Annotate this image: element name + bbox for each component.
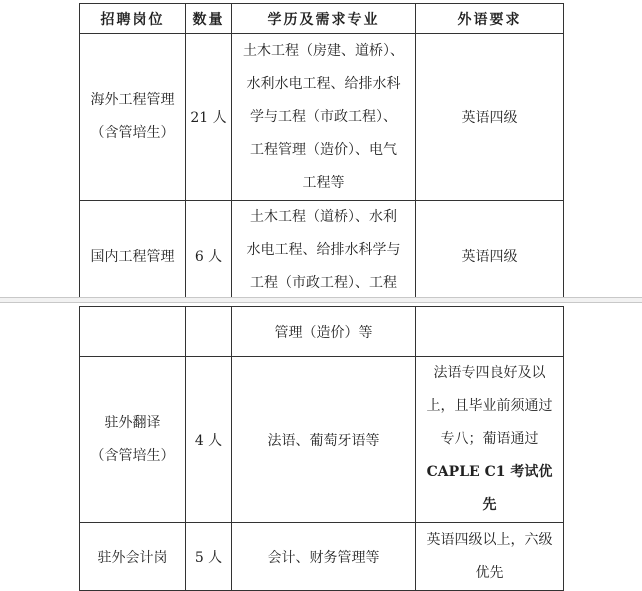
table-row: [80, 201, 564, 311]
table-row: [80, 357, 564, 523]
language-text: 专八；葡语通过: [440, 431, 539, 447]
major-cell: [232, 201, 416, 311]
language-text: 英语四级以上，六级: [426, 531, 553, 548]
header-count: 数量: [186, 4, 232, 34]
count-cell: 21 人: [186, 34, 232, 201]
position-cell: [80, 307, 186, 357]
table-row-continued: [80, 307, 564, 357]
position-cell: [80, 34, 186, 201]
language-cell: [416, 523, 564, 591]
major-text: 水利水电工程、给排水科: [246, 75, 401, 92]
table-row: [80, 523, 564, 591]
position-text: （含管培生）: [90, 447, 175, 464]
language-cell: [416, 307, 564, 357]
header-position: 招聘岗位: [80, 4, 186, 34]
page-2: [0, 303, 642, 581]
position-cell: 驻外会计岗: [80, 523, 186, 591]
major-text: 工程（市政工程）、工程: [250, 275, 397, 291]
table-header-row: [80, 4, 564, 34]
major-text: 水电工程、给排水科学与: [246, 242, 401, 258]
position-text: 驻外翻译: [104, 414, 161, 431]
language-text: 上，且毕业前须通过: [426, 398, 553, 414]
major-text: 工程管理（造价）、电气: [250, 141, 397, 158]
header-major: 学历及需求专业: [232, 4, 416, 34]
position-text: 海外工程管理: [90, 92, 175, 108]
recruitment-table-part2: [79, 306, 564, 591]
language-cell: [416, 357, 564, 523]
position-cell: [80, 357, 186, 523]
language-text: 优先: [475, 564, 504, 581]
major-text: 工程等: [302, 174, 345, 191]
count-cell: 4 人: [186, 357, 232, 523]
count-cell: [186, 307, 232, 357]
major-cell: 会计、财务管理等: [232, 523, 416, 591]
language-cell: 英语四级: [416, 34, 564, 201]
count-cell: 6 人: [186, 201, 232, 311]
major-cell: 管理（造价）等: [232, 307, 416, 357]
position-cell: 国内工程管理: [80, 201, 186, 311]
header-language: 外语要求: [416, 4, 564, 34]
major-cell: [232, 34, 416, 201]
count-cell: 5 人: [186, 523, 232, 591]
language-text: 法语专四良好及以: [433, 365, 546, 381]
language-cell: 英语四级: [416, 201, 564, 311]
major-text: 学与工程（市政工程）、: [250, 108, 397, 125]
major-text: 土木工程（道桥）、水利: [250, 209, 397, 225]
major-text: 土木工程（房建、道桥）、: [243, 42, 404, 59]
language-text: CAPLE C1 考试优先: [426, 464, 553, 513]
recruitment-table-part1: [79, 3, 564, 311]
table-row: [80, 34, 564, 201]
major-cell: 法语、葡萄牙语等: [232, 357, 416, 523]
position-text: （含管培生）: [90, 125, 175, 141]
